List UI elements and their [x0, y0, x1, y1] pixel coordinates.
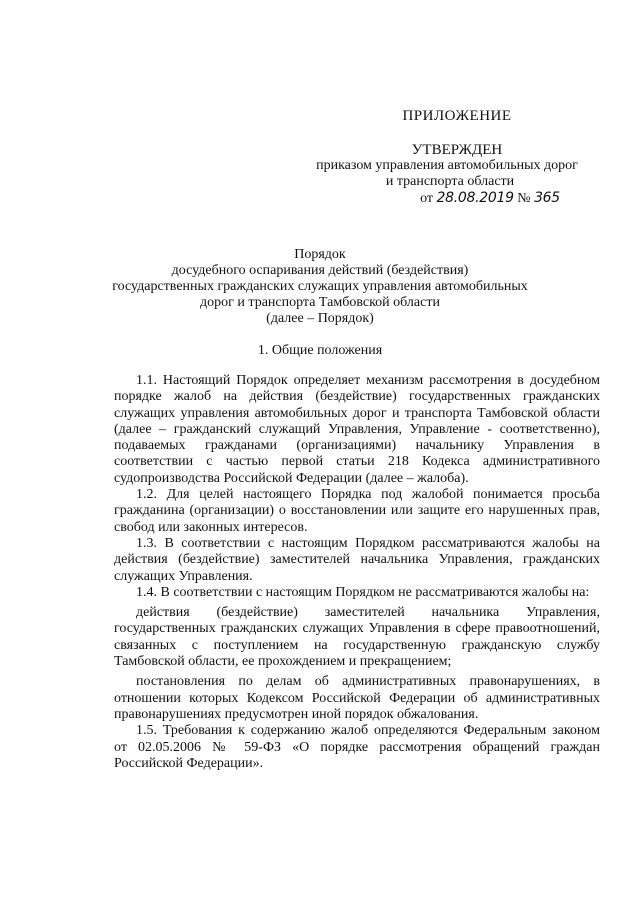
from-prefix: от: [420, 191, 434, 206]
approved-label: УТВЕРЖДЕН: [411, 142, 503, 158]
paragraph-1-4-item-a: действия (бездействие) заместителей начальника Управления, государственных гражданских служащих Управления в сфере правоотношений, связанных с поступлением на государственную гражданскую службу Тамбовской области, ее прохождением и прекращением;: [114, 605, 600, 670]
paragraph-1-4: 1.4. В соответствии с настоящим Порядком не рассматриваются жалобы на:: [136, 584, 590, 600]
order-line-2: и транспорта области: [385, 174, 515, 189]
paragraph-1-1: 1.1. Настоящий Порядок определяет механизм рассмотрения в досудебном порядке жалоб на действия (бездействие) государственных гражданских служащих управления автомобильных дорог и транспорта Тамбовской области (далее – гражданский служащий Управления, Управление - соответственно), подаваемых гражданами (организациями) начальнику Управления в соответствии с частью первой статьи 218 Кодекса административного судопроизводства Российской Федерации (далее – жалоба).: [114, 373, 600, 486]
handwritten-number: 365: [534, 190, 560, 206]
section-heading: 1. Общие положения: [257, 343, 383, 358]
title-line-4: дорог и транспорта Тамбовской области: [200, 295, 440, 310]
paragraph-1-3: 1.3. В соответствии с настоящим Порядком рассматриваются жалобы на действия (бездействие) заместителей начальника Управления, гражданских служащих Управления.: [114, 535, 600, 584]
number-sign: №: [517, 191, 531, 206]
paragraph-1-4-item-b: постановления по делам об административных правонарушениях, в отношении которых Кодексом Российской Федерации об административных правонарушениях предусмотрен иной порядок обжалования.: [114, 674, 600, 722]
handwritten-date: 28.08.2019: [436, 190, 514, 206]
order-line-1: приказом управления автомобильных дорог: [316, 158, 578, 173]
order-date-line: [380, 190, 600, 207]
paragraph-1-2: 1.2. Для целей настоящего Порядка под жалобой понимается просьба гражданина (организации) о восстановлении или защите его нарушенных прав, свобод или законных интересов.: [114, 487, 600, 535]
document-body: [114, 373, 600, 772]
title-line-2: досудебного оспаривания действий (бездействия): [171, 263, 469, 278]
title-line-3: государственных гражданских служащих управления автомобильных: [112, 279, 528, 294]
title-line-5: (далее – Порядок): [266, 311, 374, 326]
appendix-label: ПРИЛОЖЕНИЕ: [402, 108, 512, 124]
approval-block: [300, 108, 600, 207]
document-title: [110, 247, 530, 327]
paragraph-1-5: 1.5. Требования к содержанию жалоб определяются Федеральным законом от 02.05.2006 № 59-ФЗ «О порядке рассмотрения обращений граждан Российской Федерации».: [114, 723, 600, 771]
title-line-1: Порядок: [294, 247, 346, 262]
